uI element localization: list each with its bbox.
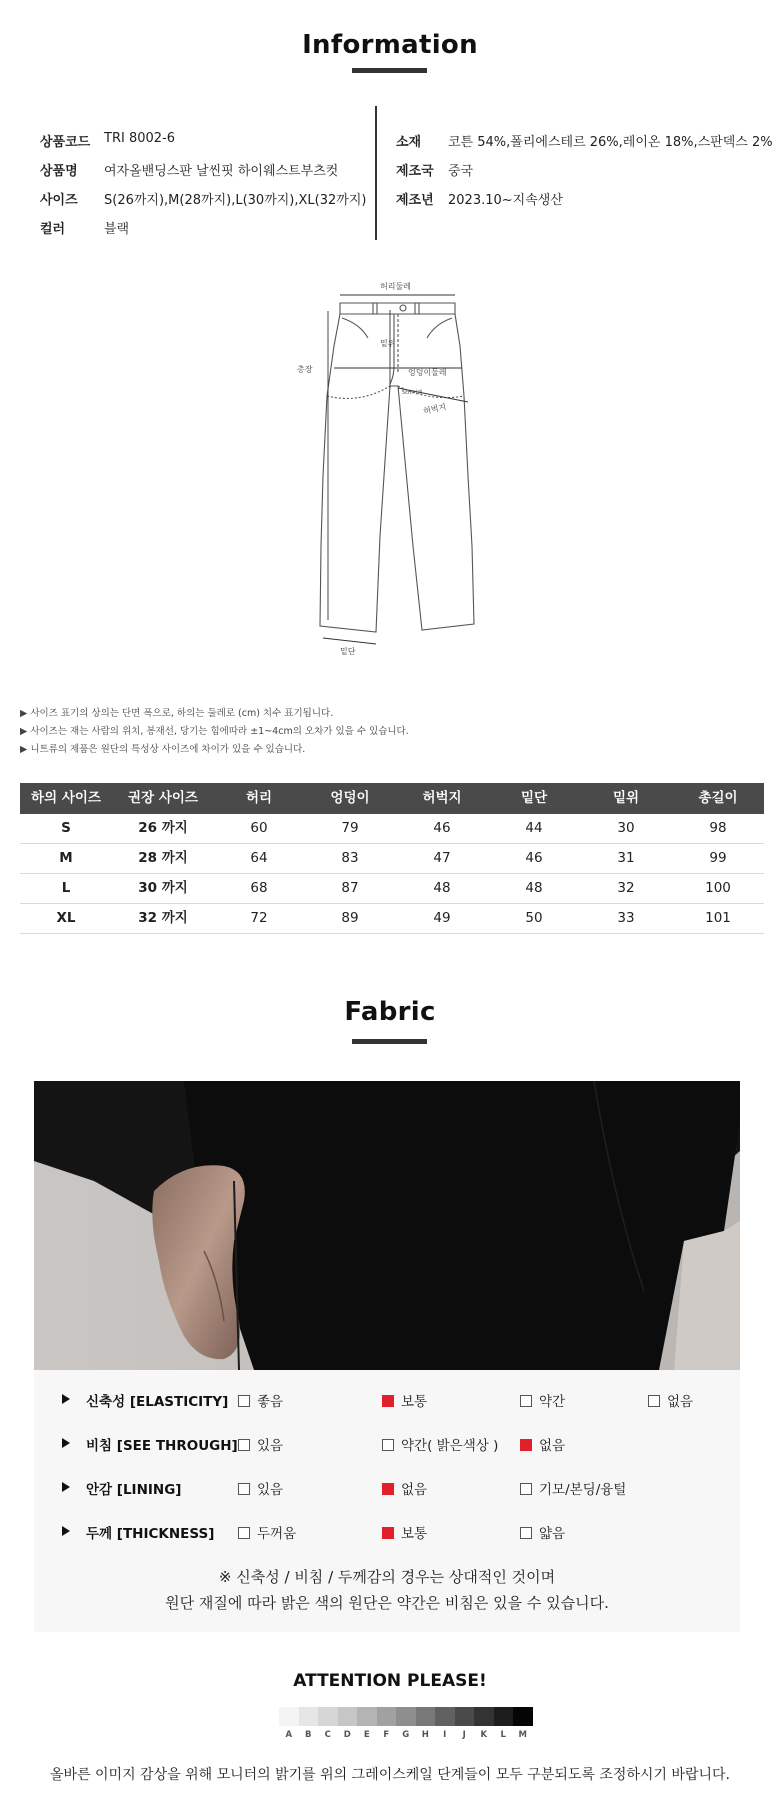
fabric-photo bbox=[34, 1081, 740, 1370]
table-cell: 72 bbox=[250, 910, 268, 926]
grayscale-step bbox=[377, 1707, 397, 1726]
option-label: 약간 bbox=[539, 1394, 566, 1410]
option-label: 없음 bbox=[401, 1482, 428, 1498]
table-cell: 46 bbox=[525, 850, 543, 866]
header-cell: 권장 사이즈 bbox=[128, 790, 198, 806]
fabric-note-line-2: 원단 재질에 따라 밝은 색의 원단은 약간은 비침은 있을 수 있습니다. bbox=[165, 1594, 609, 1612]
diagram-label-hip: 엉덩이둘레 bbox=[408, 368, 447, 377]
bullet-arrow-icon bbox=[62, 1394, 70, 1404]
grayscale-letter: C bbox=[324, 1730, 331, 1740]
header-cell: 하의 사이즈 bbox=[31, 790, 101, 806]
grayscale-letter: B bbox=[305, 1730, 312, 1740]
info-label: 상품코드 bbox=[40, 135, 91, 150]
option-label: 없음 bbox=[539, 1438, 566, 1454]
header-cell: 허리 bbox=[245, 790, 273, 806]
table-cell: M bbox=[59, 850, 73, 866]
table-cell: 79 bbox=[341, 820, 359, 836]
option-label: 있음 bbox=[257, 1438, 284, 1454]
header-cell: 밑단 bbox=[520, 790, 548, 806]
fabric-option bbox=[520, 1478, 626, 1498]
checkbox-checked-icon bbox=[382, 1483, 394, 1495]
fabric-option bbox=[238, 1522, 296, 1542]
size-note: ▶ 사이즈는 재는 사람의 위치, 봉재선, 당기는 힘에따라 ±1~4cm의 오차가 있을 수 있습니다. bbox=[20, 726, 409, 737]
table-cell: 48 bbox=[525, 880, 543, 896]
table-cell: 46 bbox=[433, 820, 451, 836]
table-cell: 44 bbox=[525, 820, 543, 836]
option-label: 얇음 bbox=[539, 1526, 566, 1542]
table-row bbox=[20, 904, 764, 934]
table-cell: 83 bbox=[341, 850, 359, 866]
info-label: 컬러 bbox=[40, 222, 66, 237]
size-note: ▶ 사이즈 표기의 상의는 단면 폭으로, 하의는 둘레로 (cm) 치수 표기됩니다. bbox=[20, 708, 334, 719]
info-label: 소재 bbox=[396, 135, 422, 150]
info-value: 코튼 54%,폴리에스테르 26%,레이온 18%,스판덱스 2% bbox=[448, 135, 773, 150]
fabric-row-label: 비침 [SEE THROUGH] bbox=[86, 1438, 238, 1454]
info-value: 2023.10~지속생산 bbox=[448, 193, 563, 208]
table-cell: 33 bbox=[617, 910, 635, 926]
table-cell: XL bbox=[56, 910, 76, 926]
grayscale-letter: K bbox=[480, 1730, 488, 1740]
info-value: S(26까지),M(28까지),L(30까지),XL(32까지) bbox=[104, 193, 367, 208]
grayscale-letter: M bbox=[518, 1730, 527, 1740]
info-label: 사이즈 bbox=[40, 193, 78, 208]
option-label: 기모/본딩/융털 bbox=[539, 1482, 627, 1498]
size-note: ▶ 니트류의 제품은 원단의 특성상 사이즈에 차이가 있을 수 있습니다. bbox=[20, 744, 306, 755]
table-cell: 47 bbox=[433, 850, 451, 866]
diagram-label-hem: 밑단 bbox=[340, 647, 356, 656]
fabric-option bbox=[382, 1434, 498, 1454]
table-cell: 99 bbox=[709, 850, 727, 866]
option-label: 두꺼움 bbox=[257, 1526, 297, 1542]
grayscale-step bbox=[513, 1707, 533, 1726]
option-label: 없음 bbox=[667, 1394, 694, 1410]
checkbox-icon bbox=[520, 1395, 532, 1407]
table-row bbox=[20, 814, 764, 844]
grayscale-step bbox=[299, 1707, 319, 1726]
grayscale-letter: I bbox=[443, 1730, 447, 1740]
fabric-option bbox=[382, 1390, 427, 1410]
diagram-label-rise: 밑위 bbox=[380, 339, 396, 348]
table-cell: 49 bbox=[433, 910, 451, 926]
fabric-option bbox=[520, 1434, 565, 1454]
option-label: 보통 bbox=[401, 1526, 428, 1542]
table-row bbox=[20, 844, 764, 874]
fabric-option bbox=[520, 1390, 565, 1410]
table-cell: 48 bbox=[433, 880, 451, 896]
grayscale-step bbox=[416, 1707, 436, 1726]
info-label: 제조년 bbox=[396, 193, 434, 208]
size-table bbox=[20, 783, 764, 934]
fabric-row-label: 신축성 [ELASTICITY] bbox=[86, 1394, 229, 1410]
grayscale-letter: J bbox=[462, 1730, 466, 1740]
attention-text: 올바른 이미지 감상을 위해 모니터의 밝기를 위의 그레이스케일 단계들이 모두 구분되도록 조정하시기 바랍니다. bbox=[50, 1767, 730, 1783]
fabric-properties-panel bbox=[34, 1370, 740, 1632]
grayscale-letter: H bbox=[421, 1730, 429, 1740]
option-label: 보통 bbox=[401, 1394, 428, 1410]
information-title-underline bbox=[352, 68, 427, 73]
table-cell: 101 bbox=[705, 910, 731, 926]
fabric-option bbox=[520, 1522, 565, 1542]
table-cell: 98 bbox=[709, 820, 727, 836]
bullet-arrow-icon bbox=[62, 1526, 70, 1536]
grayscale-step bbox=[435, 1707, 455, 1726]
fabric-option bbox=[382, 1478, 427, 1498]
grayscale-step bbox=[357, 1707, 377, 1726]
checkbox-checked-icon bbox=[382, 1527, 394, 1539]
diagram-label-thigh: 허벅지 bbox=[422, 402, 448, 416]
checkbox-checked-icon bbox=[520, 1439, 532, 1451]
table-cell: 30 까지 bbox=[138, 880, 188, 896]
header-cell: 허벅지 bbox=[422, 790, 462, 806]
info-value: 중국 bbox=[448, 164, 474, 179]
fabric-row-label: 안감 [LINING] bbox=[86, 1482, 182, 1498]
table-cell: 50 bbox=[525, 910, 543, 926]
grayscale-letter: G bbox=[402, 1730, 410, 1740]
fabric-option bbox=[238, 1478, 283, 1498]
bullet-arrow-icon bbox=[62, 1482, 70, 1492]
header-cell: 엉덩이 bbox=[330, 790, 370, 806]
grayscale-letter: D bbox=[343, 1730, 351, 1740]
table-cell: S bbox=[61, 820, 71, 836]
table-cell: 87 bbox=[341, 880, 359, 896]
info-value: 여자올밴딩스판 날씬핏 하이웨스트부츠컷 bbox=[104, 164, 339, 179]
grayscale-letter: F bbox=[383, 1730, 390, 1740]
checkbox-icon bbox=[238, 1439, 250, 1451]
grayscale-letters bbox=[279, 1730, 533, 1740]
fabric-title: Fabric bbox=[344, 997, 436, 1027]
table-cell: 100 bbox=[705, 880, 731, 896]
checkbox-icon bbox=[520, 1527, 532, 1539]
option-label: 좋음 bbox=[257, 1394, 284, 1410]
fabric-option bbox=[648, 1390, 693, 1410]
table-cell: 32 까지 bbox=[138, 910, 188, 926]
info-value: TRI 8002-6 bbox=[104, 131, 175, 146]
bullet-arrow-icon bbox=[62, 1438, 70, 1448]
table-cell: 64 bbox=[250, 850, 268, 866]
checkbox-icon bbox=[238, 1483, 250, 1495]
checkbox-icon bbox=[520, 1483, 532, 1495]
checkbox-icon bbox=[238, 1395, 250, 1407]
fabric-row-see-through bbox=[34, 1434, 740, 1454]
attention-title: ATTENTION PLEASE! bbox=[293, 1671, 487, 1691]
header-cell: 총길이 bbox=[698, 790, 738, 806]
fabric-option bbox=[382, 1522, 427, 1542]
fabric-title-underline bbox=[352, 1039, 427, 1044]
table-cell: L bbox=[61, 880, 71, 896]
table-cell: 26 까지 bbox=[138, 820, 188, 836]
grayscale-letter: L bbox=[500, 1730, 506, 1740]
grayscale-step bbox=[494, 1707, 514, 1726]
table-cell: 60 bbox=[250, 820, 268, 836]
information-title: Information bbox=[302, 30, 478, 60]
info-label: 상품명 bbox=[40, 164, 78, 179]
table-cell: 68 bbox=[250, 880, 268, 896]
size-table-header bbox=[20, 783, 764, 814]
table-row bbox=[20, 874, 764, 904]
checkbox-icon bbox=[238, 1527, 250, 1539]
info-label: 제조국 bbox=[396, 164, 434, 179]
diagram-label-thigh-offset: 5cm아래 bbox=[402, 390, 423, 396]
grayscale-step bbox=[279, 1707, 299, 1726]
fabric-row-elasticity bbox=[34, 1390, 740, 1410]
grayscale-step bbox=[396, 1707, 416, 1726]
diagram-label-waist: 허리둘레 bbox=[380, 282, 411, 291]
fabric-option bbox=[238, 1434, 283, 1454]
option-label: 있음 bbox=[257, 1482, 284, 1498]
table-cell: 31 bbox=[617, 850, 635, 866]
grayscale-step bbox=[455, 1707, 475, 1726]
grayscale-step bbox=[318, 1707, 338, 1726]
info-value: 블랙 bbox=[104, 222, 130, 237]
checkbox-icon bbox=[382, 1439, 394, 1451]
header-cell: 밑위 bbox=[612, 790, 640, 806]
table-cell: 32 bbox=[617, 880, 635, 896]
pants-measurement-diagram bbox=[290, 276, 490, 656]
checkbox-checked-icon bbox=[382, 1395, 394, 1407]
info-divider bbox=[375, 106, 377, 240]
grayscale-step bbox=[474, 1707, 494, 1726]
diagram-label-length: 총장 bbox=[297, 365, 313, 374]
grayscale-letter: A bbox=[285, 1730, 293, 1740]
fabric-row-lining bbox=[34, 1478, 740, 1498]
table-cell: 30 bbox=[617, 820, 635, 836]
grayscale-bar bbox=[279, 1707, 533, 1726]
fabric-row-thickness bbox=[34, 1522, 740, 1542]
table-cell: 28 까지 bbox=[138, 850, 188, 866]
fabric-note-line-1: ※ 신축성 / 비침 / 두께감의 경우는 상대적인 것이며 bbox=[218, 1568, 556, 1586]
grayscale-letter: E bbox=[363, 1730, 370, 1740]
fabric-row-label: 두께 [THICKNESS] bbox=[86, 1526, 215, 1542]
fabric-option bbox=[238, 1390, 283, 1410]
checkbox-icon bbox=[648, 1395, 660, 1407]
table-cell: 89 bbox=[341, 910, 359, 926]
option-label: 약간( 밝은색상 ) bbox=[401, 1438, 499, 1454]
grayscale-step bbox=[338, 1707, 358, 1726]
